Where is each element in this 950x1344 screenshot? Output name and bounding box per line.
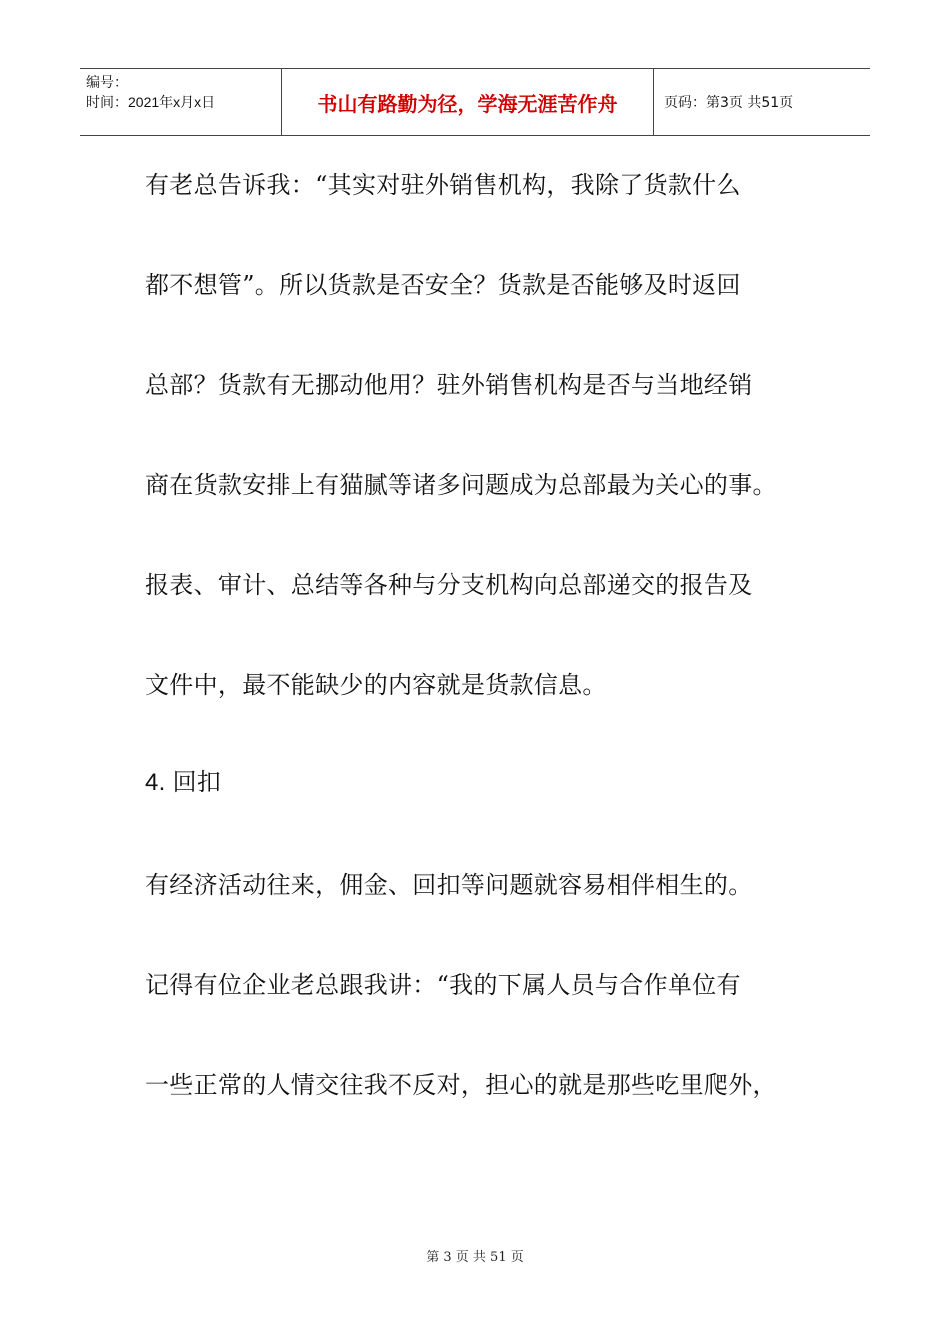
- page-header: [80, 68, 870, 136]
- page-footer: 第 3 页 共 51 页: [426, 1250, 524, 1265]
- body-line-4: 商在货款安排上有猫腻等诸多问题成为总部最为关心的事。: [145, 471, 777, 499]
- header-page-info: 页码：第3页 共51页: [664, 95, 794, 111]
- body-line-1: 有老总告诉我：“其实对驻外销售机构，我除了货款什么: [145, 171, 741, 199]
- body-line-2: 都不想管”。所以货款是否安全？货款是否能够及时返回: [145, 271, 741, 299]
- body-line-5: 报表、审计、总结等各种与分支机构向总部递交的报告及: [145, 571, 753, 599]
- body-line-7: 有经济活动往来，佣金、回扣等问题就容易相伴相生的。: [145, 871, 753, 899]
- body-line-3: 总部？货款有无挪动他用？驻外销售机构是否与当地经销: [145, 371, 753, 399]
- header-motto: 书山有路勤为径，学海无涯苦作舟: [282, 69, 654, 135]
- body-line-8: 记得有位企业老总跟我讲：“我的下属人员与合作单位有: [145, 971, 741, 999]
- header-meta: [80, 69, 282, 135]
- document-date-label: 时间：2021年x月x日: [86, 94, 216, 110]
- body-line-9: 一些正常的人情交往我不反对，担心的就是那些吃里爬外，: [145, 1071, 777, 1099]
- document-number-label: 编号：: [86, 74, 128, 90]
- body-line-6: 文件中，最不能缺少的内容就是货款信息。: [145, 671, 607, 699]
- section-heading: 4. 回扣: [145, 769, 222, 796]
